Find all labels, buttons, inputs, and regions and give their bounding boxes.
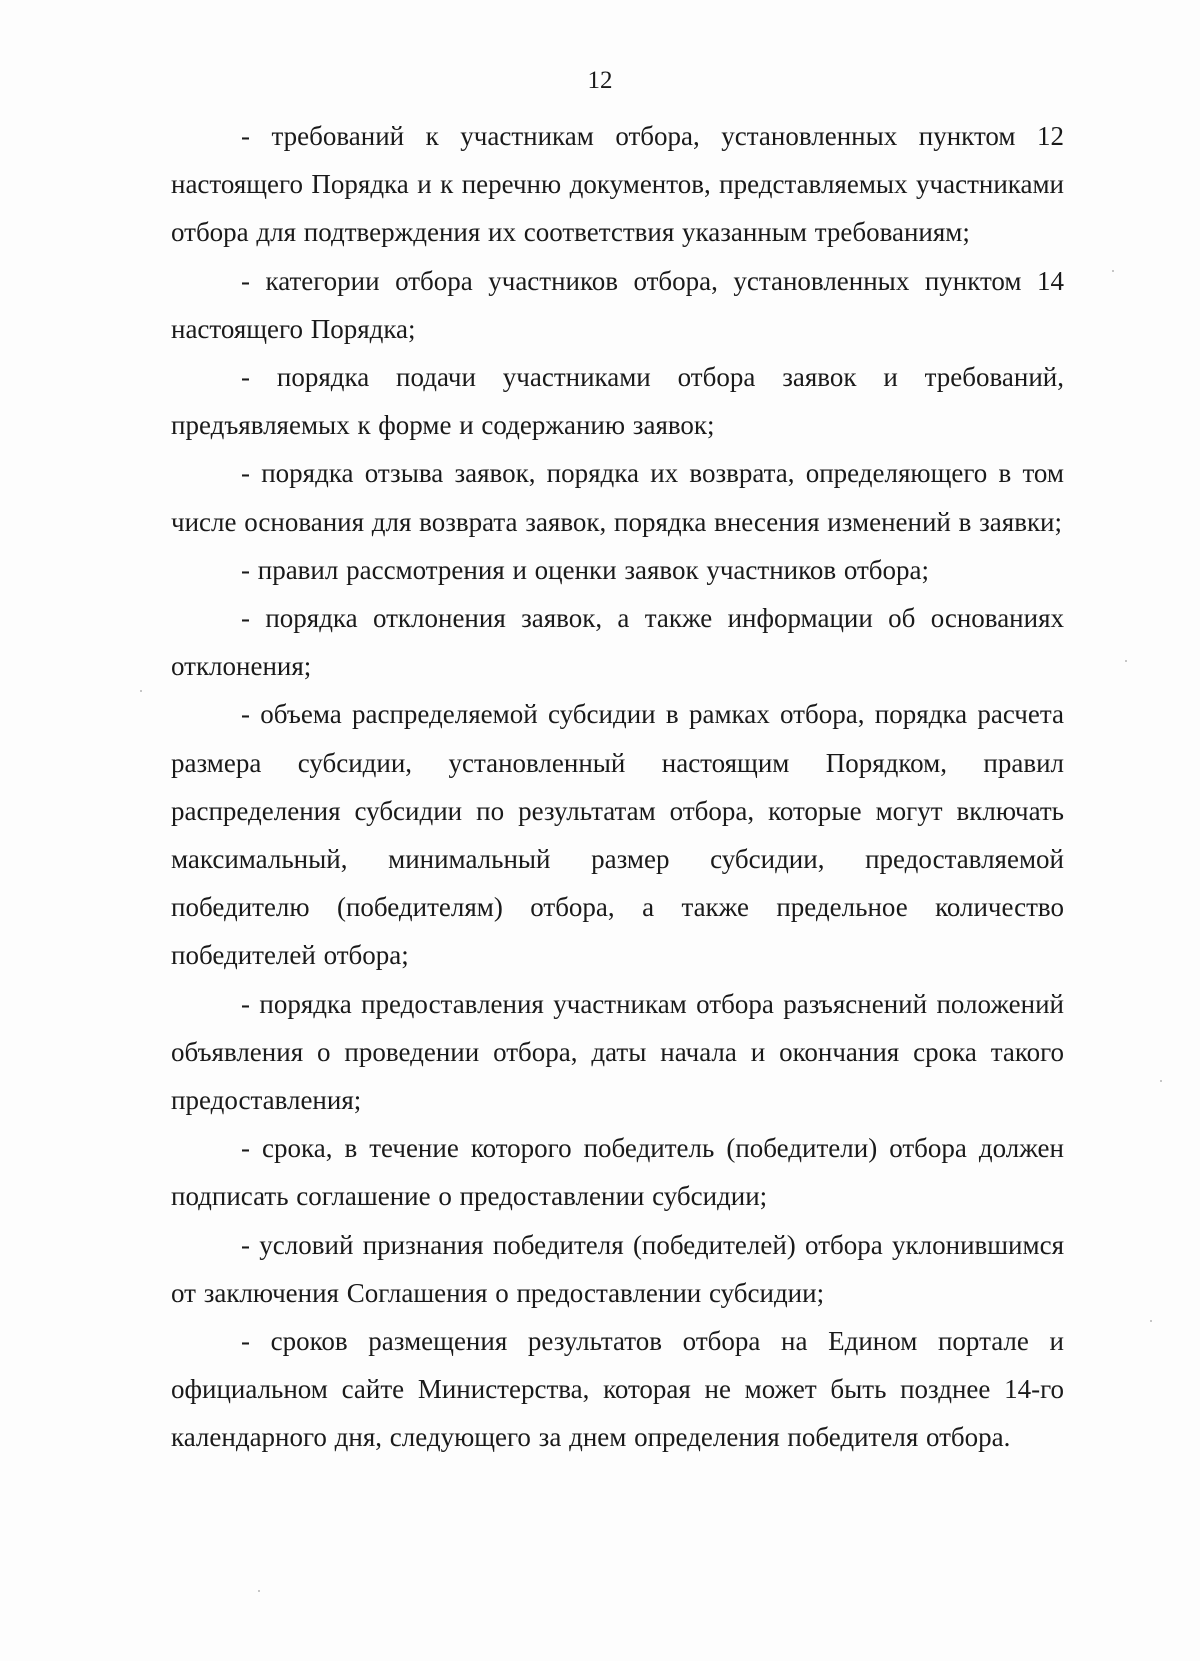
list-item: - порядка отклонения заявок, а также информации об основаниях отклонения; bbox=[171, 603, 1064, 682]
scan-speck bbox=[1125, 660, 1127, 662]
scan-speck bbox=[1160, 1080, 1162, 1082]
page-number: 12 bbox=[587, 67, 613, 94]
list-item: - порядка подачи участниками отбора заявок и требований, предъявляемых к форме и содержанию заявок; bbox=[171, 362, 1064, 441]
document-body bbox=[171, 112, 1064, 1462]
scan-speck bbox=[140, 690, 142, 692]
list-item: - категории отбора участников отбора, установленных пунктом 14 настоящего Порядка; bbox=[171, 265, 1064, 344]
list-item: - порядка отзыва заявок, порядка их возврата, определяющего в том числе основания для возврата заявок, порядка внесения изменений в заявки; bbox=[171, 458, 1064, 537]
list-item: - условий признания победителя (победителей) отбора уклонившимся от заключения Соглашения о предоставлении субсидии; bbox=[171, 1229, 1064, 1308]
scan-speck bbox=[1112, 270, 1114, 272]
list-item: - порядка предоставления участникам отбора разъяснений положений объявления о проведении отбора, даты начала и окончания срока такого предоставления; bbox=[171, 988, 1064, 1116]
list-item: - объема распределяемой субсидии в рамках отбора, порядка расчета размера субсидии, установленный настоящим Порядком, правил распределения субсидии по результатам отбора, которые могут включать максимальный, минимальный размер субсидии, предоставляемой победителю (победителям) отбора, а также предельное количество победителей отбора; bbox=[171, 699, 1064, 971]
list-item: - правил рассмотрения и оценки заявок участников отбора; bbox=[241, 554, 930, 585]
list-item: - требований к участникам отбора, установленных пунктом 12 настоящего Порядка и к перечню документов, представляемых участниками отбора для подтверждения их соответствия указанным требованиям; bbox=[171, 121, 1064, 248]
scan-speck bbox=[258, 1590, 260, 1592]
list-item: - сроков размещения результатов отбора на Едином портале и официальном сайте Министерства, которая не может быть позднее 14-го календарного дня, следующего за днем определения победителя отбора. bbox=[171, 1326, 1064, 1453]
scan-speck bbox=[1150, 1320, 1152, 1322]
list-item: - срока, в течение которого победитель (победители) отбора должен подписать соглашение о предоставлении субсидии; bbox=[171, 1133, 1064, 1212]
